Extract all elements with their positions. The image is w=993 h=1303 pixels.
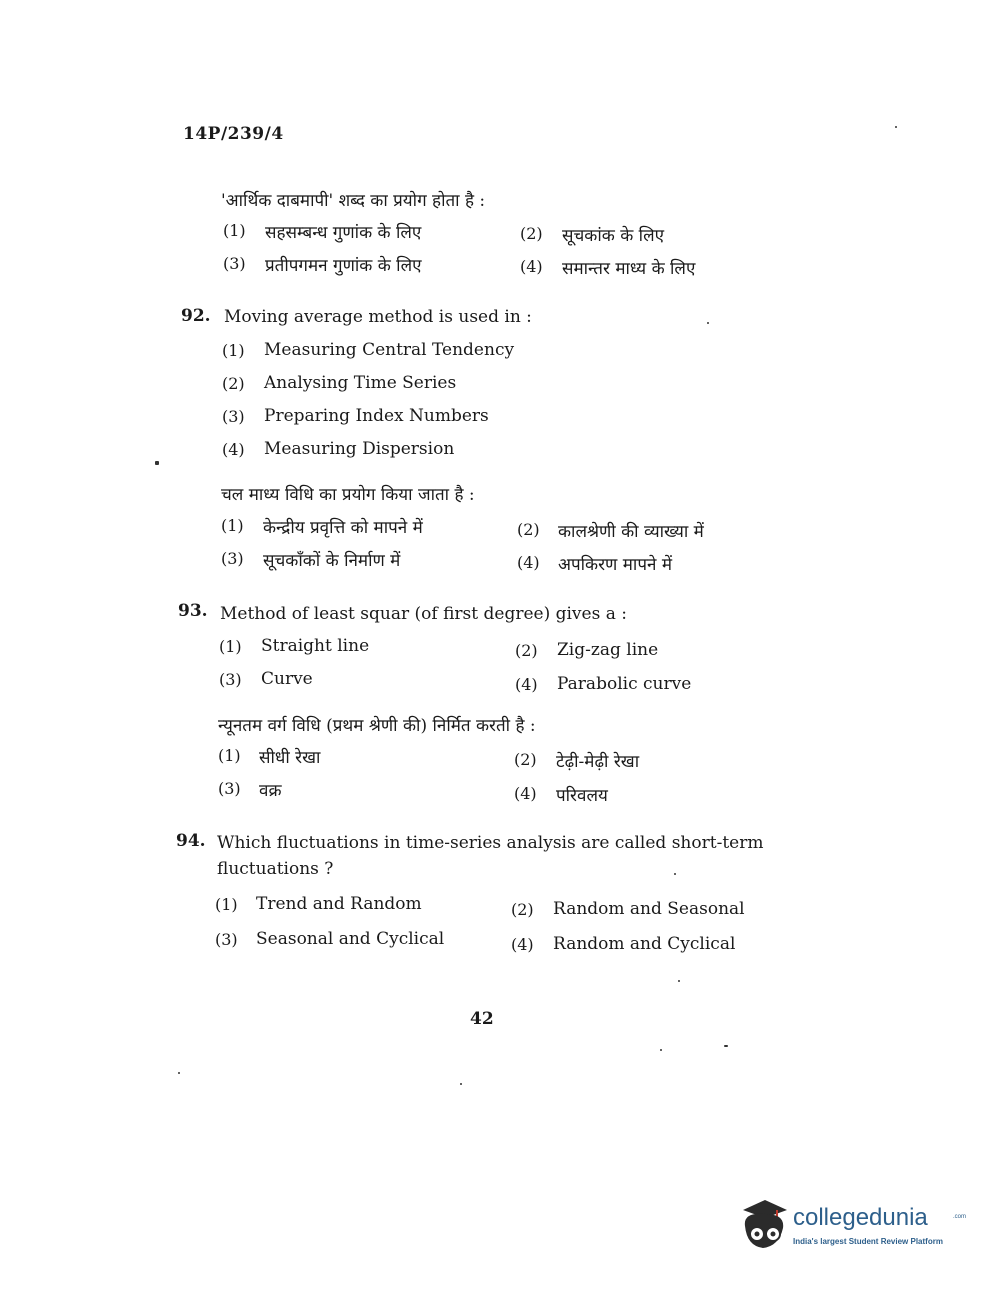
q93-hindi-stem: न्यूनतम वर्ग विधि (प्रथम श्रेणी की) निर्मित करती है : — [218, 716, 536, 736]
q93-hi-opt2-text: टेढ़ी-मेढ़ी रेखा — [556, 752, 640, 772]
scan-speck — [660, 1049, 662, 1051]
q93-stem: Method of least squar (of first degree) gives a : — [220, 604, 627, 624]
scan-speck — [895, 126, 897, 128]
q93-opt2-text: Zig-zag line — [557, 640, 659, 660]
q93-hi-opt3-num: (3) — [218, 779, 241, 798]
q94-opt1-text: Trend and Random — [256, 894, 422, 914]
q92-stem: Moving average method is used in : — [224, 307, 532, 327]
scan-speck — [724, 1045, 728, 1047]
q92-number: 92. — [181, 306, 211, 326]
q91-opt1-num: (1) — [223, 221, 246, 240]
q94-opt4-text: Random and Cyclical — [553, 934, 736, 954]
q92-hi-opt4-text: अपकिरण मापने में — [558, 555, 672, 575]
q92-hi-opt2-num: (2) — [517, 520, 540, 539]
q91-opt4-num: (4) — [520, 257, 543, 276]
q91-opt4-text: समान्तर माध्य के लिए — [562, 259, 696, 279]
q93-opt3-text: Curve — [261, 669, 313, 689]
q94-opt4-num: (4) — [511, 935, 534, 954]
q93-opt1-text: Straight line — [261, 636, 370, 656]
q92-hi-opt4-num: (4) — [517, 553, 540, 572]
paper-code: 14P/239/4 — [183, 124, 284, 144]
brand-tagline: India's largest Student Review Platform — [793, 1237, 943, 1246]
q91-opt3-text: प्रतीपगमन गुणांक के लिए — [265, 256, 422, 276]
q94-opt2-num: (2) — [511, 900, 534, 919]
q91-opt2-num: (2) — [520, 224, 543, 243]
q94-stem-line2: fluctuations ? — [217, 859, 334, 879]
q92-hi-opt1-num: (1) — [221, 516, 244, 535]
q92-hi-opt1-text: केन्द्रीय प्रवृत्ति को मापने में — [263, 518, 423, 538]
q92-opt4-num: (4) — [222, 440, 245, 459]
q94-opt3-text: Seasonal and Cyclical — [256, 929, 445, 949]
q92-hi-opt3-num: (3) — [221, 549, 244, 568]
q92-opt2-num: (2) — [222, 374, 245, 393]
q92-opt4-text: Measuring Dispersion — [264, 439, 455, 459]
collegedunia-watermark — [735, 1196, 965, 1260]
q91-hindi-stem: 'आर्थिक दाबमापी' शब्द का प्रयोग होता है : — [221, 191, 486, 211]
page-number: 42 — [470, 1009, 494, 1029]
q93-hi-opt4-num: (4) — [514, 784, 537, 803]
q93-hi-opt1-text: सीधी रेखा — [259, 748, 321, 768]
q94-opt1-num: (1) — [215, 895, 238, 914]
scan-speck — [678, 980, 680, 982]
scan-speck — [178, 1072, 180, 1074]
scan-speck — [674, 873, 676, 875]
q93-hi-opt4-text: परिवलय — [556, 786, 608, 806]
q92-opt3-text: Preparing Index Numbers — [264, 406, 489, 426]
q91-opt3-num: (3) — [223, 254, 246, 273]
q94-opt2-text: Random and Seasonal — [553, 899, 745, 919]
q93-opt3-num: (3) — [219, 670, 242, 689]
q93-opt2-num: (2) — [515, 641, 538, 660]
scan-speck — [707, 322, 709, 324]
scan-speck — [460, 1083, 462, 1085]
brand-name: collegedunia — [793, 1204, 928, 1231]
q92-hi-opt2-text: कालश्रेणी की व्याख्या में — [558, 522, 704, 542]
q92-opt2-text: Analysing Time Series — [264, 373, 457, 393]
q93-number: 93. — [178, 601, 208, 621]
q94-opt3-num: (3) — [215, 930, 238, 949]
mascot-icon — [735, 1196, 791, 1256]
scan-speck — [155, 461, 159, 465]
q92-opt1-text: Measuring Central Tendency — [264, 340, 515, 360]
q91-opt1-text: सहसम्बन्ध गुणांक के लिए — [265, 223, 422, 243]
q94-number: 94. — [176, 831, 206, 851]
brand-suffix: .com — [953, 1214, 967, 1220]
q92-hindi-stem: चल माध्य विधि का प्रयोग किया जाता है : — [221, 485, 475, 505]
q93-hi-opt1-num: (1) — [218, 746, 241, 765]
q93-opt4-num: (4) — [515, 675, 538, 694]
q94-stem-line1: Which fluctuations in time-series analysis are called short-term — [217, 833, 764, 853]
q93-hi-opt2-num: (2) — [514, 750, 537, 769]
q92-opt1-num: (1) — [222, 341, 245, 360]
q93-hi-opt3-text: वक्र — [259, 781, 282, 801]
q91-opt2-text: सूचकांक के लिए — [562, 226, 664, 246]
q93-opt4-text: Parabolic curve — [557, 674, 692, 694]
q92-opt3-num: (3) — [222, 407, 245, 426]
q93-opt1-num: (1) — [219, 637, 242, 656]
q92-hi-opt3-text: सूचकाँकों के निर्माण में — [263, 551, 401, 571]
